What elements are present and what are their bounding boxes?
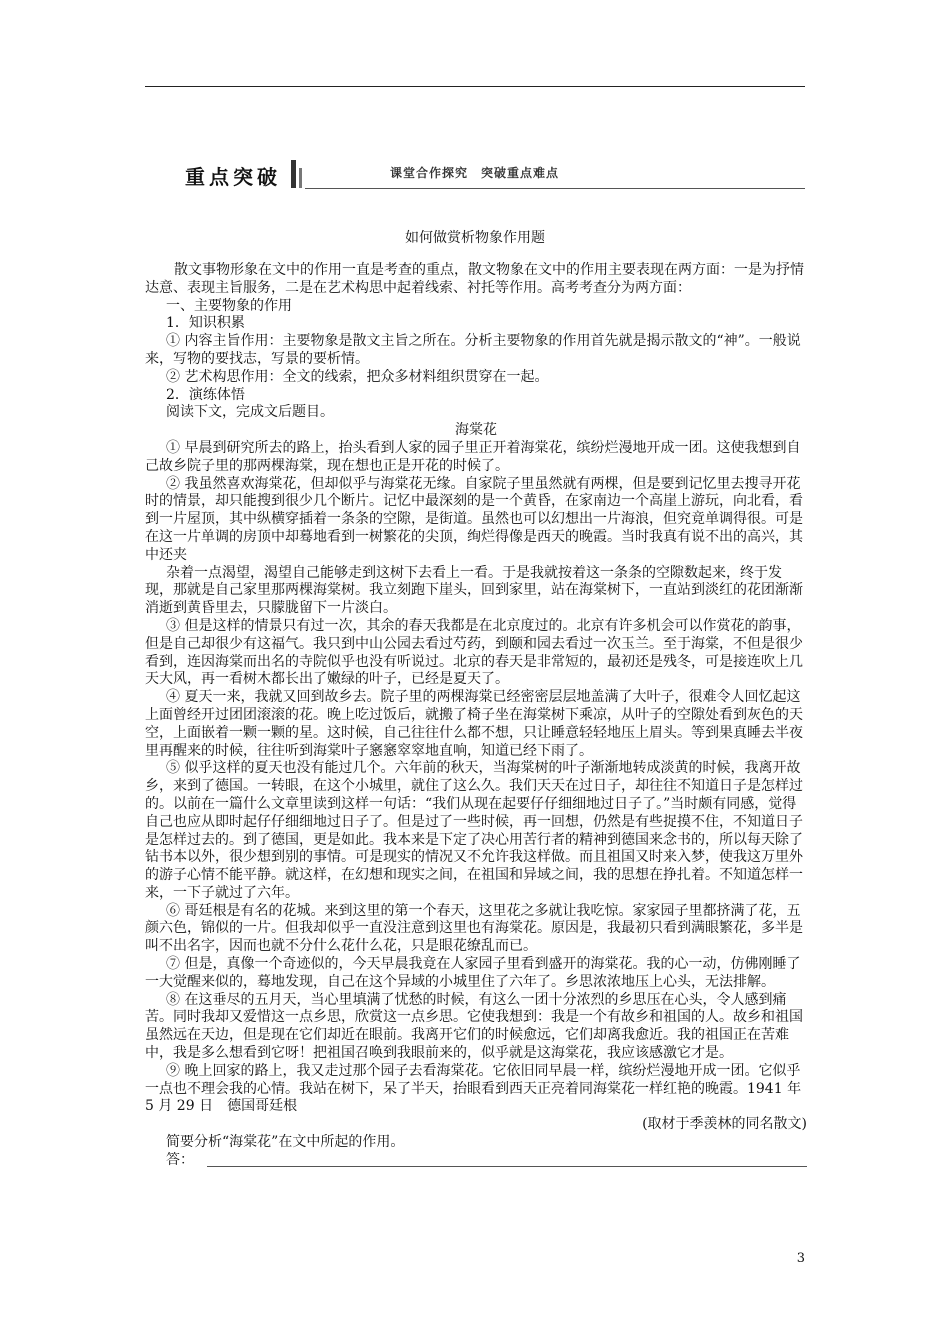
section-title: 重点突破: [185, 165, 281, 189]
answer-area: [145, 1152, 807, 1170]
point-structure-function: ② 艺术构思作用：全文的线索，把众多材料组织贯穿在一起。: [166, 368, 549, 385]
question-text: 简要分析“海棠花”在文中所起的作用。: [166, 1134, 405, 1151]
document-body: [145, 262, 807, 1170]
banner-bar: [291, 160, 296, 188]
answer-label: 答：: [166, 1151, 194, 1168]
essay-paragraph: ④ 夏天一来，我就又回到故乡去。院子里的两棵海棠已经密密层层地盖满了大叶子，很难令人回忆起这上面曾经开过团团滚滚的花。晚上吃过饭后，就搬了椅子坐在海棠树下乘凉，从叶子的空隙处看到灰色的天空，上面嵌着一颗一颗的星。这时候，自己往往什么都不想，只让睡意轻轻地压上眉头。等到果真睡去半夜里再醒来的时候，往往听到海棠叶子窸窸窣窣地直响，知道已经下雨了。: [145, 689, 803, 759]
item2-heading: 2．演练体悟: [166, 386, 245, 403]
section-subtitle: 课堂合作探究 突破重点难点: [390, 166, 560, 180]
essay-paragraph: ⑤ 似乎这样的夏天也没有能过几个。六年前的秋天，当海棠树的叶子渐渐地转成淡黄的时候，我离开故乡，来到了德国。一转眼，在这个小城里，就住了这么久。我们天天在过日子，却往往不知道日子是怎样过的。以前在一篇什么文章里读到这样一句话：“我们从现在起要仔仔细细地过日子了。”当时颇有同感，觉得自己也应从即时起仔仔细细地过日子了。但是过了一些时候，再一回想，仍然是有些捉摸不住，不知道日子是怎样过去的。到了德国，更是如此。我本来是下定了决心用苦行者的精神到德国来念书的，所以每天除了钻书本以外，很少想到别的事情。可是现实的情况又不允许我这样做。而且祖国又时来入梦，使我这万里外的游子心情不能平静。就这样，在幻想和现实之间，在祖国和异域之间，我的思想在挣扎着。不知道怎样一来，一下子就过了六年。: [145, 760, 803, 901]
intro-paragraph: 散文事物形象在文中的作用一直是考查的重点，散文物象在文中的作用主要表现在两方面：一是为抒情达意、表现主旨服务，二是在艺术构思中起着线索、衬托等作用。高考考查分为两方面：: [145, 262, 804, 296]
source-note: (取材于季羡林的同名散文): [642, 1116, 807, 1133]
essay-paragraph: ② 我虽然喜欢海棠花，但却似乎与海棠花无缘。自家院子里虽然就有两棵，但是要到记忆里去搜寻开花时的情景，却只能搜到很少几个断片。记忆中最深刻的是一个黄昏，在家南边一个高崖上游玩，向北看，看到一片屋顶，其中纵横穿插着一条条的空隙，是街道。虽然也可以幻想出一片海浪，但究竟单调得很。可是在这一片单调的房顶中却蓦地看到一树繁花的尖顶，绚烂得像是西天的晚霞。当时我真有说不出的高兴，其中还夹: [145, 475, 803, 563]
banner-underline: [305, 188, 805, 189]
point-content-function: ① 内容主旨作用：主要物象是散文主旨之所在。分析主要物象的作用首先就是揭示散文的“神”。一般说来，写物的要找志，写景的要析情。: [145, 333, 801, 367]
item1-heading: 1．知识积累: [166, 315, 245, 332]
answer-line[interactable]: [207, 1166, 807, 1167]
essay-paragraph: ① 早晨到研究所去的路上，抬头看到人家的园子里正开着海棠花，缤纷烂漫地开成一团。这使我想到自己故乡院子里的那两棵海棠，现在想也正是开花的时候了。: [145, 439, 801, 474]
essay-paragraph: ⑨ 晚上回家的路上，我又走过那个园子去看海棠花。它依旧同早晨一样，缤纷烂漫地开成一团。它似乎一点也不理会我的心情。我站在树下，呆了半天，抬眼看到西天正亮着同海棠花一样红艳的晚霞。1941 年 5 月 29 日 德国哥廷根: [145, 1062, 802, 1115]
reading-instruction: 阅读下文，完成文后题目。: [166, 404, 334, 421]
essay-paragraph: 杂着一点渴望，渴望自己能够走到这树下去看上一看。于是我就按着这一条条的空隙数起来，终于发现，那就是自己家里那两棵海棠树。我立刻跑下崖头，回到家里，站在海棠树下，一直站到淡红的花团渐渐消逝到黄昏里去，只朦胧留下一片淡白。: [145, 564, 803, 617]
page-number: 3: [796, 1251, 805, 1266]
essay-paragraph: ⑥ 哥廷根是有名的花城。来到这里的第一个春天，这里花之多就让我吃惊。家家园子里都挤满了花，五颜六色，锦似的一片。但我却似乎一直没注意到这里也有海棠花。原因是，我最初只看到满眼繁花，多半是叫不出名字，因而也就不分什么花什么花，只是眼花缭乱而已。: [145, 902, 803, 955]
part1-heading: 一、主要物象的作用: [166, 297, 292, 314]
section-banner: [175, 158, 805, 190]
main-title: 如何做赏析物象作用题: [405, 230, 545, 246]
essay-paragraph: ⑧ 在这垂尽的五月天，当心里填满了忧愁的时候，有这么一团十分浓烈的乡思压在心头，令人感到痛苦。同时我却又爱惜这一点乡思，欣赏这一点乡思。它使我想到：我是一个有故乡和祖国的人。故乡和祖国虽然远在天边，但是现在它们却近在眼前。我离开它们的时候愈远，它们却离我愈近。我的祖国正在苦难中，我是多么想看到它呀！把祖国召唤到我眼前来的，似乎就是这海棠花，我应该感激它才是。: [145, 991, 803, 1062]
essay-title: 海棠花: [455, 422, 497, 439]
essay-paragraph: ③ 但是这样的情景只有过一次，其余的春天我都是在北京度过的。北京有许多机会可以作赏花的韵事，但是自己却很少有这福气。我只到中山公园去看过芍药，到颐和园去看过一次玉兰。至于海棠，不但是很少看到，连因海棠而出名的寺院似乎也没有听说过。北京的春天是非常短的，最初还是残冬，可是接连吹上几天大风，再一看树木都长出了嫩绿的叶子，已经是夏天了。: [145, 617, 803, 688]
essay-paragraph: ⑦ 但是，真像一个奇迹似的，今天早晨我竟在人家园子里看到盛开的海棠花。我的心一动，仿佛刚睡了一大觉醒来似的，蓦地发现，自己在这个异域的小城里住了六年了。乡思浓浓地压上心头，无法排解。: [145, 956, 801, 990]
header-rule: [145, 86, 805, 87]
banner-bar-secondary: [299, 168, 302, 188]
